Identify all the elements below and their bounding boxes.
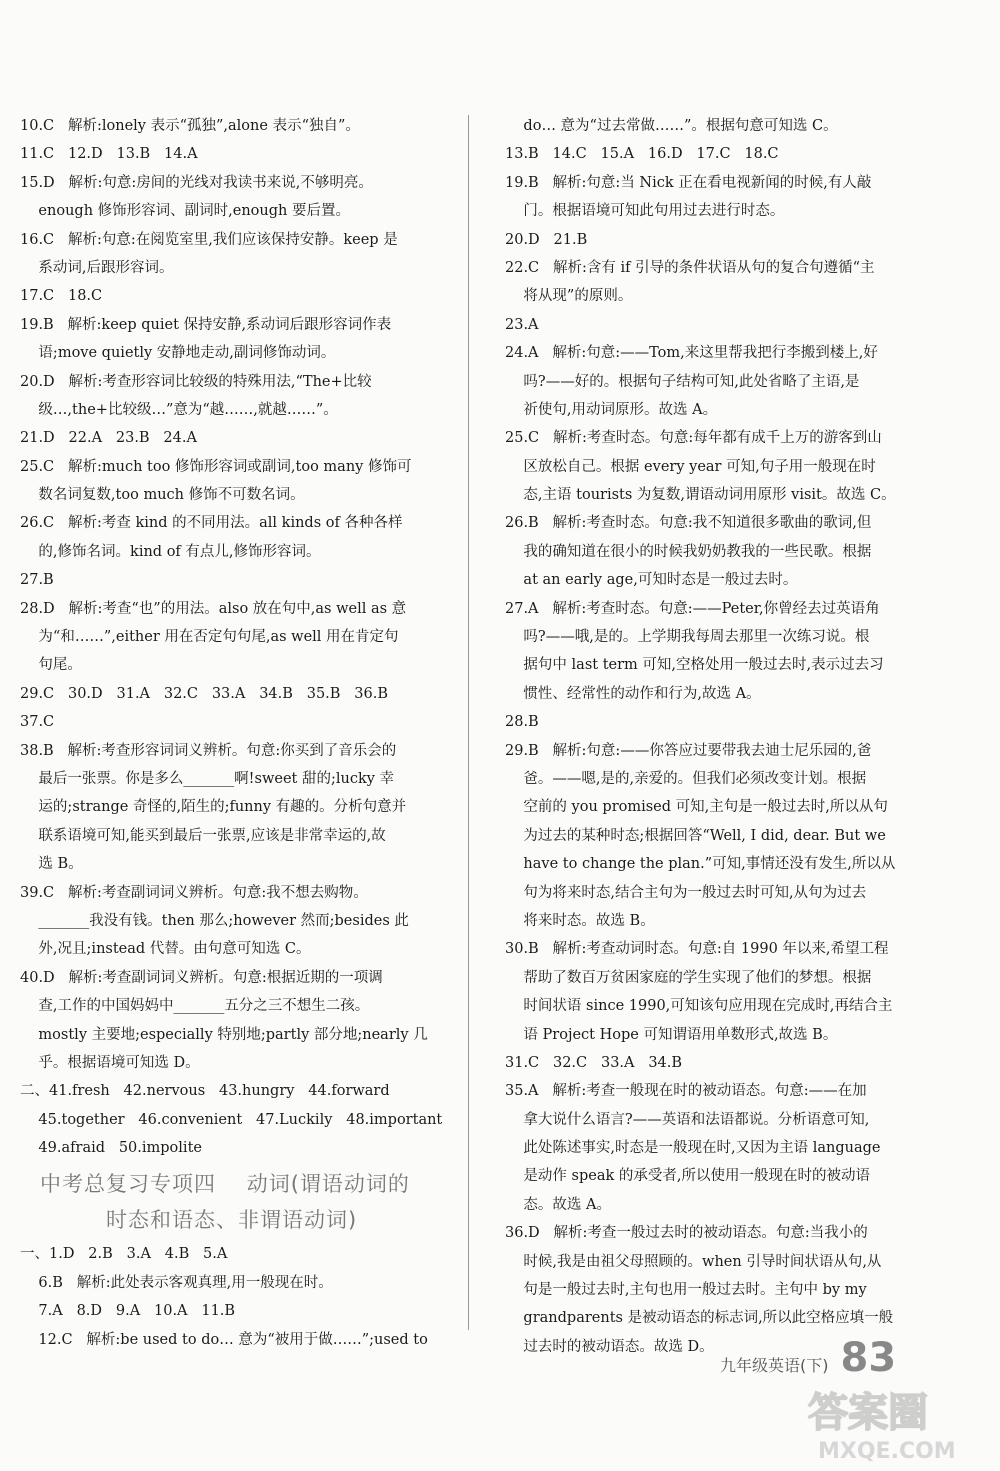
left-column: [20, 112, 460, 1354]
answer-line: 一、1.D 2.B 3.A 4.B 5.A: [20, 1246, 228, 1263]
answer-line: 将从现”的原则。: [505, 288, 633, 305]
answer-line: have to change the plan.”可知,事情还没有发生,所以从: [505, 856, 896, 873]
answer-line: 29.C 30.D 31.A 32.C 33.A 34.B 35.B 36.B: [20, 685, 388, 702]
answer-line: 15.D 解析:句意:房间的光线对我读书来说,不够明亮。: [20, 174, 373, 191]
answer-line: 17.C 18.C: [20, 288, 103, 305]
answer-line: grandparents 是被动语态的标志词,所以此空格应填一般: [505, 1310, 894, 1327]
answer-line: 27.A 解析:考查时态。句意:——Peter,你曾经去过英语角: [505, 600, 880, 617]
answer-line: 爸。——嗯,是的,亲爱的。但我们必须改变计划。根据: [505, 770, 867, 787]
answer-line: 19.B 解析:keep quiet 保持安静,系动词后跟形容词作表: [20, 316, 392, 333]
answer-line: 祈使句,用动词原形。故选 A。: [505, 401, 718, 418]
answer-line: 24.A 解析:句意:——Tom,来这里帮我把行李搬到楼上,好: [505, 345, 878, 362]
answer-line: 句尾。: [20, 657, 82, 674]
answer-line: 22.C 解析:含有 if 引导的条件状语从句的复合句遵循“主: [505, 259, 875, 276]
answer-line: 10.C 解析:lonely 表示“孤独”,alone 表示“独自”。: [20, 118, 360, 134]
answer-line: 语;move quietly 安静地走动,副词修饰动词。: [20, 345, 336, 362]
answer-line: 语 Project Hope 可知谓语用单数形式,故选 B。: [505, 1026, 838, 1043]
answer-line: 45.together 46.convenient 47.Luckily 48.important: [20, 1111, 443, 1128]
answer-line: do… 意为“过去常做……”。根据句意可知选 C。: [505, 118, 838, 134]
answer-line: mostly 主要地;especially 特别地;partly 部分地;nearly 几: [20, 1026, 428, 1043]
section-title-line-2: 时态和语态、非谓语动词): [106, 1208, 358, 1233]
answer-line: at an early age,可知时态是一般过去时。: [505, 572, 798, 589]
right-answers-block: [505, 112, 920, 1361]
answer-line: 级…,the+比较级…”意为“越……,就越……”。: [20, 401, 338, 418]
answer-line: 二、41.fresh 42.nervous 43.hungry 44.forward: [20, 1083, 390, 1100]
answer-line: 40.D 解析:考查副词词义辨析。句意:根据近期的一项调: [20, 969, 383, 986]
answer-line: 联系语境可知,能买到最后一张票,应该是非常幸运的,故: [20, 827, 386, 844]
right-column: [505, 112, 920, 1361]
answer-line: 系动词,后跟形容词。: [20, 259, 174, 276]
grade-label: 九年级英语(下): [720, 1356, 829, 1375]
answer-line: 吗?——哦,是的。上学期我每周去那里一次练习说。根: [505, 629, 870, 646]
answer-line: enough 修饰形容词、副词时,enough 要后置。: [20, 203, 350, 220]
answer-line: 39.C 解析:考查副词词义辨析。句意:我不想去购物。: [20, 884, 368, 901]
page-footer: [720, 1335, 896, 1381]
section-title-line-1: 中考总复习专项四 动词(谓语动词的: [40, 1172, 410, 1197]
answer-line: 帮助了数百万贫困家庭的学生实现了他们的梦想。根据: [505, 969, 872, 986]
answer-line: 28.D 解析:考查“也”的用法。also 放在句中,as well as 意: [20, 600, 407, 617]
answer-line: 吗?——好的。根据句子结构可知,此处省略了主语,是: [505, 373, 860, 390]
answer-line: 据句中 last term 可知,空格处用一般过去时,表示过去习: [505, 657, 884, 674]
answer-line: 查,工作的中国妈妈中_______五分之三不想生二孩。: [20, 998, 370, 1015]
answer-line: 11.C 12.D 13.B 14.A: [20, 146, 198, 163]
answer-line: 16.C 解析:句意:在阅览室里,我们应该保持安静。keep 是: [20, 231, 398, 248]
answer-line: 26.B 解析:考查时态。句意:我不知道很多歌曲的歌词,但: [505, 515, 872, 532]
answer-line: 25.C 解析:much too 修饰形容词或副词,too many 修饰可: [20, 458, 412, 475]
answer-line: 28.B: [505, 714, 539, 731]
answer-line: 7.A 8.D 9.A 10.A 11.B: [20, 1303, 236, 1320]
answer-line: 20.D 解析:考查形容词比较级的特殊用法,“The+比较: [20, 373, 372, 390]
answer-line: 12.C 解析:be used to do… 意为“被用于做……”;used to: [20, 1331, 428, 1348]
answer-line: 27.B: [20, 572, 54, 589]
answer-line: 6.B 解析:此处表示客观真理,用一般现在时。: [20, 1274, 333, 1291]
answer-line: 门。根据语境可知此句用过去进行时态。: [505, 203, 785, 220]
answer-line: 乎。根据语境可知选 D。: [20, 1054, 200, 1071]
answer-line: 20.D 21.B: [505, 231, 588, 248]
answer-line: 为过去的某种时态;根据回答“Well, I did, dear. But we: [505, 827, 886, 844]
answer-line: 运的;strange 奇怪的,陌生的;funny 有趣的。分析句意并: [20, 799, 407, 816]
answer-line: 过去时的被动语态。故选 D。: [505, 1338, 714, 1355]
answer-line: 最后一张票。你是多么_______啊!sweet 甜的;lucky 幸: [20, 770, 395, 787]
answer-line: 句为将来时态,结合主句为一般过去时可知,从句为过去: [505, 884, 867, 901]
answer-line: 时间状语 since 1990,可知该句应用现在完成时,再结合主: [505, 998, 893, 1015]
answer-line: 23.A: [505, 316, 539, 333]
answer-line: 句是一般过去时,主句也用一般过去时。主句中 by my: [505, 1282, 867, 1299]
answer-line: 30.B 解析:考查动词时态。句意:自 1990 年以来,希望工程: [505, 941, 889, 958]
answer-line: 态。故选 A。: [505, 1196, 612, 1213]
answer-line: 我的确知道在很小的时候我奶奶教我的一些民歌。根据: [505, 543, 872, 560]
answer-line: 数名词复数,too much 修饰不可数名词。: [20, 487, 305, 504]
answer-line: 选 B。: [20, 856, 83, 873]
answer-line: 25.C 解析:考查时态。句意:每年都有成千上万的游客到山: [505, 430, 882, 447]
page-number: 83: [840, 1335, 897, 1381]
answer-line: 19.B 解析:句意:当 Nick 正在看电视新闻的时候,有人敲: [505, 174, 872, 191]
answer-line: 21.D 22.A 23.B 24.A: [20, 430, 197, 447]
left-answers-block-a: [20, 112, 460, 1162]
answer-line: 是动作 speak 的承受者,所以使用一般现在时的被动语: [505, 1168, 870, 1185]
svg-text:MXQE.COM: MXQE.COM: [818, 1439, 956, 1464]
answer-line: 区放松自己。根据 every year 可知,句子用一般现在时: [505, 458, 876, 475]
answer-line: 49.afraid 50.impolite: [20, 1140, 202, 1157]
answer-line: 29.B 解析:句意:——你答应过要带我去迪士尼乐园的,爸: [505, 742, 872, 759]
answer-line: 的,修饰名词。kind of 有点儿,修饰形容词。: [20, 543, 321, 560]
answer-line: 26.C 解析:考查 kind 的不同用法。all kinds of 各种各样: [20, 515, 403, 532]
column-divider: [468, 115, 469, 1330]
answer-line: 拿大说什么语言?——英语和法语都说。分析语意可知,: [505, 1111, 870, 1128]
answer-line: 惯性、经常性的动作和行为,故选 A。: [505, 685, 761, 702]
answer-line: 36.D 解析:考查一般过去时的被动语态。句意:当我小的: [505, 1225, 868, 1242]
answer-line: 空前的 you promised 可知,主句是一般过去时,所以从句: [505, 799, 888, 816]
answer-line: 时候,我是由祖父母照顾的。when 引导时间状语从句,从: [505, 1253, 882, 1270]
left-answers-block-b: [20, 1240, 460, 1354]
answer-line: _______我没有钱。then 那么;however 然而;besides 此: [20, 912, 409, 929]
answer-line: 38.B 解析:考查形容词词义辨析。句意:你买到了音乐会的: [20, 742, 397, 759]
answer-line: 此处陈述事实,时态是一般现在时,又因为主语 language: [505, 1140, 881, 1157]
watermark-logo: [800, 1380, 990, 1465]
answer-line: 将来时态。故选 B。: [505, 912, 655, 929]
answer-line: 31.C 32.C 33.A 34.B: [505, 1054, 683, 1071]
answer-line: 13.B 14.C 15.A 16.D 17.C 18.C: [505, 146, 779, 163]
answer-line: 为“和……”,either 用在否定句句尾,as well 用在肯定句: [20, 629, 399, 646]
svg-text:答案圈: 答案圈: [808, 1390, 928, 1436]
answer-line: 态,主语 tourists 为复数,谓语动词用原形 visit。故选 C。: [505, 487, 896, 504]
answer-line: 35.A 解析:考查一般现在时的被动语态。句意:——在加: [505, 1083, 867, 1100]
answer-line: 37.C: [20, 714, 55, 731]
answer-line: 外,况且;instead 代替。由句意可知选 C。: [20, 941, 311, 958]
